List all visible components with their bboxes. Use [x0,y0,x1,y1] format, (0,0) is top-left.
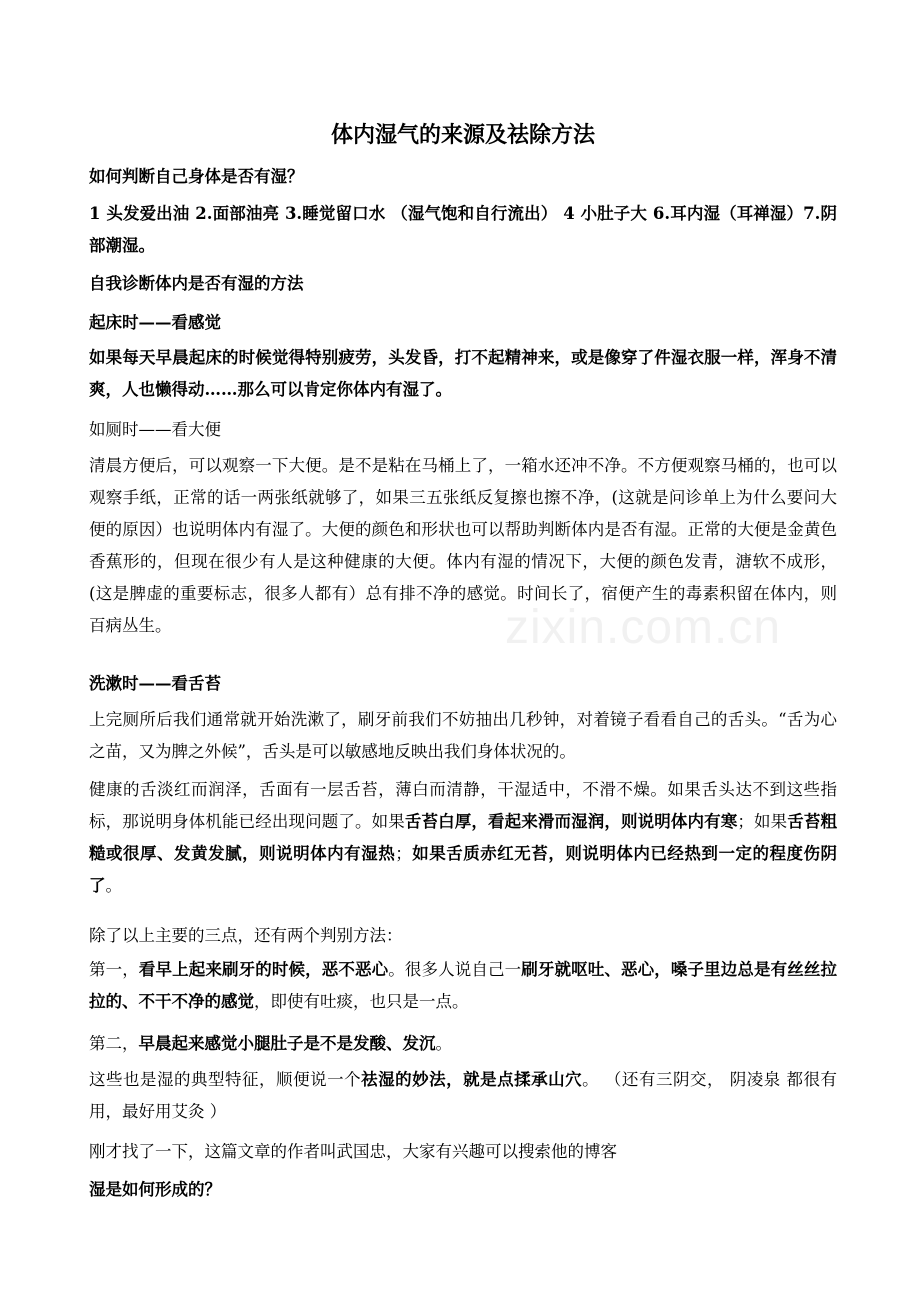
first-label: 第一， [89,960,139,979]
wash-p2-cold-sign: 舌苔白厚，看起来滑而湿润，则说明体内有寒 [404,812,738,831]
wash-heading: 洗漱时——看舌苔 [89,674,221,693]
typical-acupoint-tip: 祛湿的妙法，就是点揉承山穴 [361,1070,583,1089]
besides-line: 除了以上主要的三点，还有两个判别方法： [89,926,403,945]
wash-paragraph-1: 上完厕所后我们通常就开始洗漱了，刷牙前我们不妨抽出几秒钟，对着镜子看看自己的舌头。“舌为心之苗，又为脾之外候”，舌头是可以敏感地反映出我们身体状况的。 [89,710,837,761]
wash-p2-part-e: ； [395,844,412,863]
typical-part-a: 这些也是湿的典型特征，顺便说一个 [89,1070,362,1089]
wash-p2-damp-heat-sign: 舌苔粗糙或很厚、发黄发腻，则说明体内有湿热 [89,812,837,863]
watermark: zixin.com.cn [505,601,782,654]
wash-p2-part-a: 健康的舌淡红而润泽，舌面有一层舌苔，薄白而清静，干湿适中，不滑不燥。如果舌头达不到这些指标，那说明身体机能已经出现问题了。如果 [89,780,837,831]
symptom-list: 1 头发爱出油 2.面部油亮 3.睡觉留口水 （湿气饱和自行流出） 4 小肚子大 6.耳内湿（耳禅湿）7.阴部潮湿。 [89,204,837,255]
toilet-heading: 如厕时——看大便 [89,420,221,439]
second-method [89,1028,837,1060]
wake-heading: 起床时——看感觉 [89,313,221,332]
wash-paragraph-2 [89,774,837,904]
author-note: 刚才找了一下，这篇文章的作者叫武国忠，大家有兴趣可以搜索他的博客 [89,1142,617,1161]
question-dampness-formed: 湿是如何形成的？ [89,1180,221,1199]
wash-p2-yin-damage-sign: 如果舌质赤红无苔，则说明体内已经热到一定的程度伤阴了 [89,844,838,895]
wash-p2-part-c: ；如果 [737,812,788,831]
document-title: 体内湿气的来源及祛除方法 [330,122,595,148]
first-method-mid: 。很多人说自己一 [388,960,522,979]
wake-paragraph: 如果每天早晨起床的时候觉得特别疲劳，头发昏，打不起精神来，或是像穿了件湿衣服一样，浑身不清爽，人也懒得动……那么可以肯定你体内有湿了。 [89,348,837,399]
second-label: 第二， [89,1034,139,1053]
first-method-bold-2: 刷牙就呕吐、恶心，嗓子里边总是有丝丝拉拉的、不干不净的感觉 [89,960,837,1011]
second-method-end: 。 [435,1034,452,1053]
second-method-bold: 早晨起来感觉小腿肚子是不是发酸、发沉 [138,1034,436,1053]
typical-part-c: 。 （还有三阴交， 阴凌泉 都很有用，最好用艾灸 ） [89,1070,837,1121]
first-method-bold-1: 看早上起来刷牙的时候，恶不恶心 [138,960,389,979]
first-method-end: ，即使有吐痰，也只是一点。 [254,992,469,1011]
question-judge-dampness: 如何判断自己身体是否有湿？ [89,167,304,186]
first-method [89,954,837,1018]
toilet-paragraph: 清晨方便后，可以观察一下大便。是不是粘在马桶上了，一箱水还冲不净。不方便观察马桶的，也可以观察手纸，正常的话一两张纸就够了，如果三五张纸反复擦也擦不净，(这就是问诊单上为什么要问大便的原因）也说明体内有湿了。大便的颜色和形状也可以帮助判断体内是否有湿。正常的大便是金黄色香蕉形的，但现在很少有人是这种健康的大便。体内有湿的情况下，大便的颜色发青，溏软不成形，(这是脾虚的重要标志，很多人都有）总有排不净的感觉。时间长了，宿便产生的毒素积留在体内，则百病丛生。 [89,456,837,635]
typical-features [89,1064,837,1128]
wash-p2-part-g: 。 [105,876,122,895]
self-diagnosis-heading: 自我诊断体内是否有湿的方法 [89,274,304,293]
